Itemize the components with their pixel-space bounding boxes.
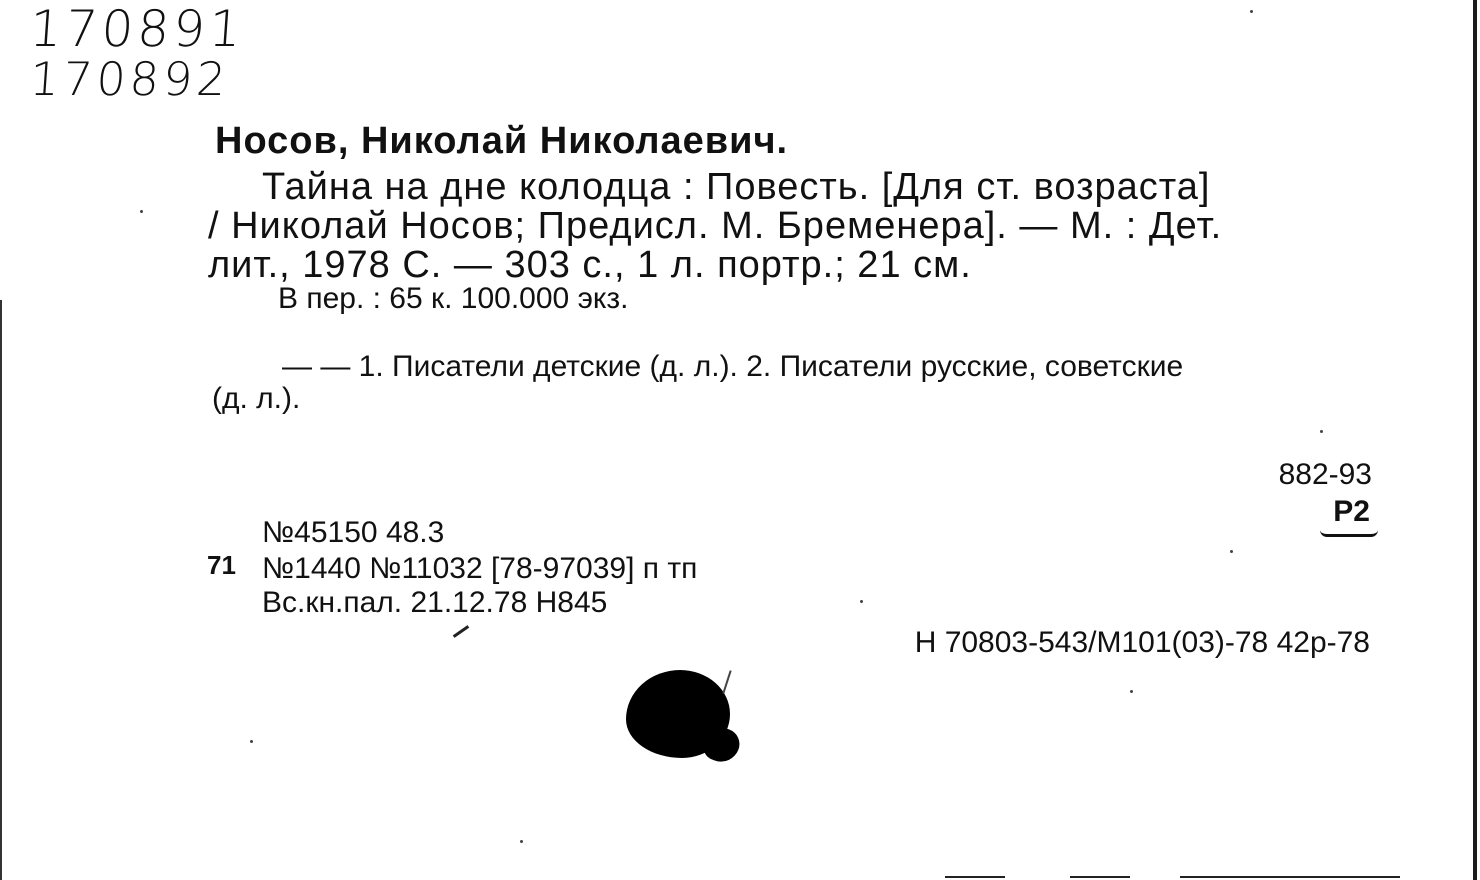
tech-line-1: №45150 48.3 [262, 516, 445, 549]
bottom-edge-mark-1 [945, 876, 1005, 878]
dust-speck [250, 740, 253, 743]
pencil-stroke [722, 670, 731, 693]
dust-speck [1130, 690, 1133, 693]
dust-speck [860, 600, 863, 603]
card-left-edge [0, 300, 2, 880]
dust-speck [1320, 430, 1323, 433]
author-heading: Носов, Николай Николаевич. [215, 120, 789, 162]
tech-line-4: Н 70803-543/М101(03)-78 42р-78 [914, 626, 1370, 659]
publication-line: лит., 1978 С. — 303 с., 1 л. портр.; 21 см. [208, 244, 972, 286]
classification-code: 882-93 [1278, 458, 1372, 491]
bottom-edge-mark-2 [1070, 876, 1130, 878]
dust-speck [1230, 550, 1233, 553]
tech-line-2-number: 71 [207, 550, 236, 580]
card-right-edge [1473, 0, 1477, 880]
handwritten-inventory-number-2: 170892 [28, 52, 232, 106]
tech-line-3: Вс.кн.пал. 21.12.78 Н845 [262, 586, 608, 619]
subject-headings-line-1: — — 1. Писатели детские (д. л.). 2. Писатели русские, советские [282, 350, 1184, 383]
title-line-1: Тайна на дне колодца : Повесть. [Для ст. возраста] [262, 166, 1211, 208]
title-line-2: / Николай Носов; Предисл. М. Бременера]. — М. : Дет. [208, 205, 1223, 247]
author-mark-underline [1320, 530, 1378, 537]
tech-line-2: №1440 №11032 [78-97039] п тп [262, 552, 698, 585]
dust-speck [1250, 10, 1253, 13]
author-mark: Р2 [1333, 495, 1370, 528]
bottom-edge-mark-3 [1180, 876, 1400, 878]
subject-headings-line-2: (д. л.). [212, 382, 301, 415]
price-print-run: В пер. : 65 к. 100.000 экз. [278, 282, 629, 315]
handwritten-inventory-number-1: 170891 [27, 0, 247, 58]
dust-speck [140, 210, 143, 213]
pencil-tick-mark [453, 625, 469, 638]
dust-speck [520, 840, 523, 843]
